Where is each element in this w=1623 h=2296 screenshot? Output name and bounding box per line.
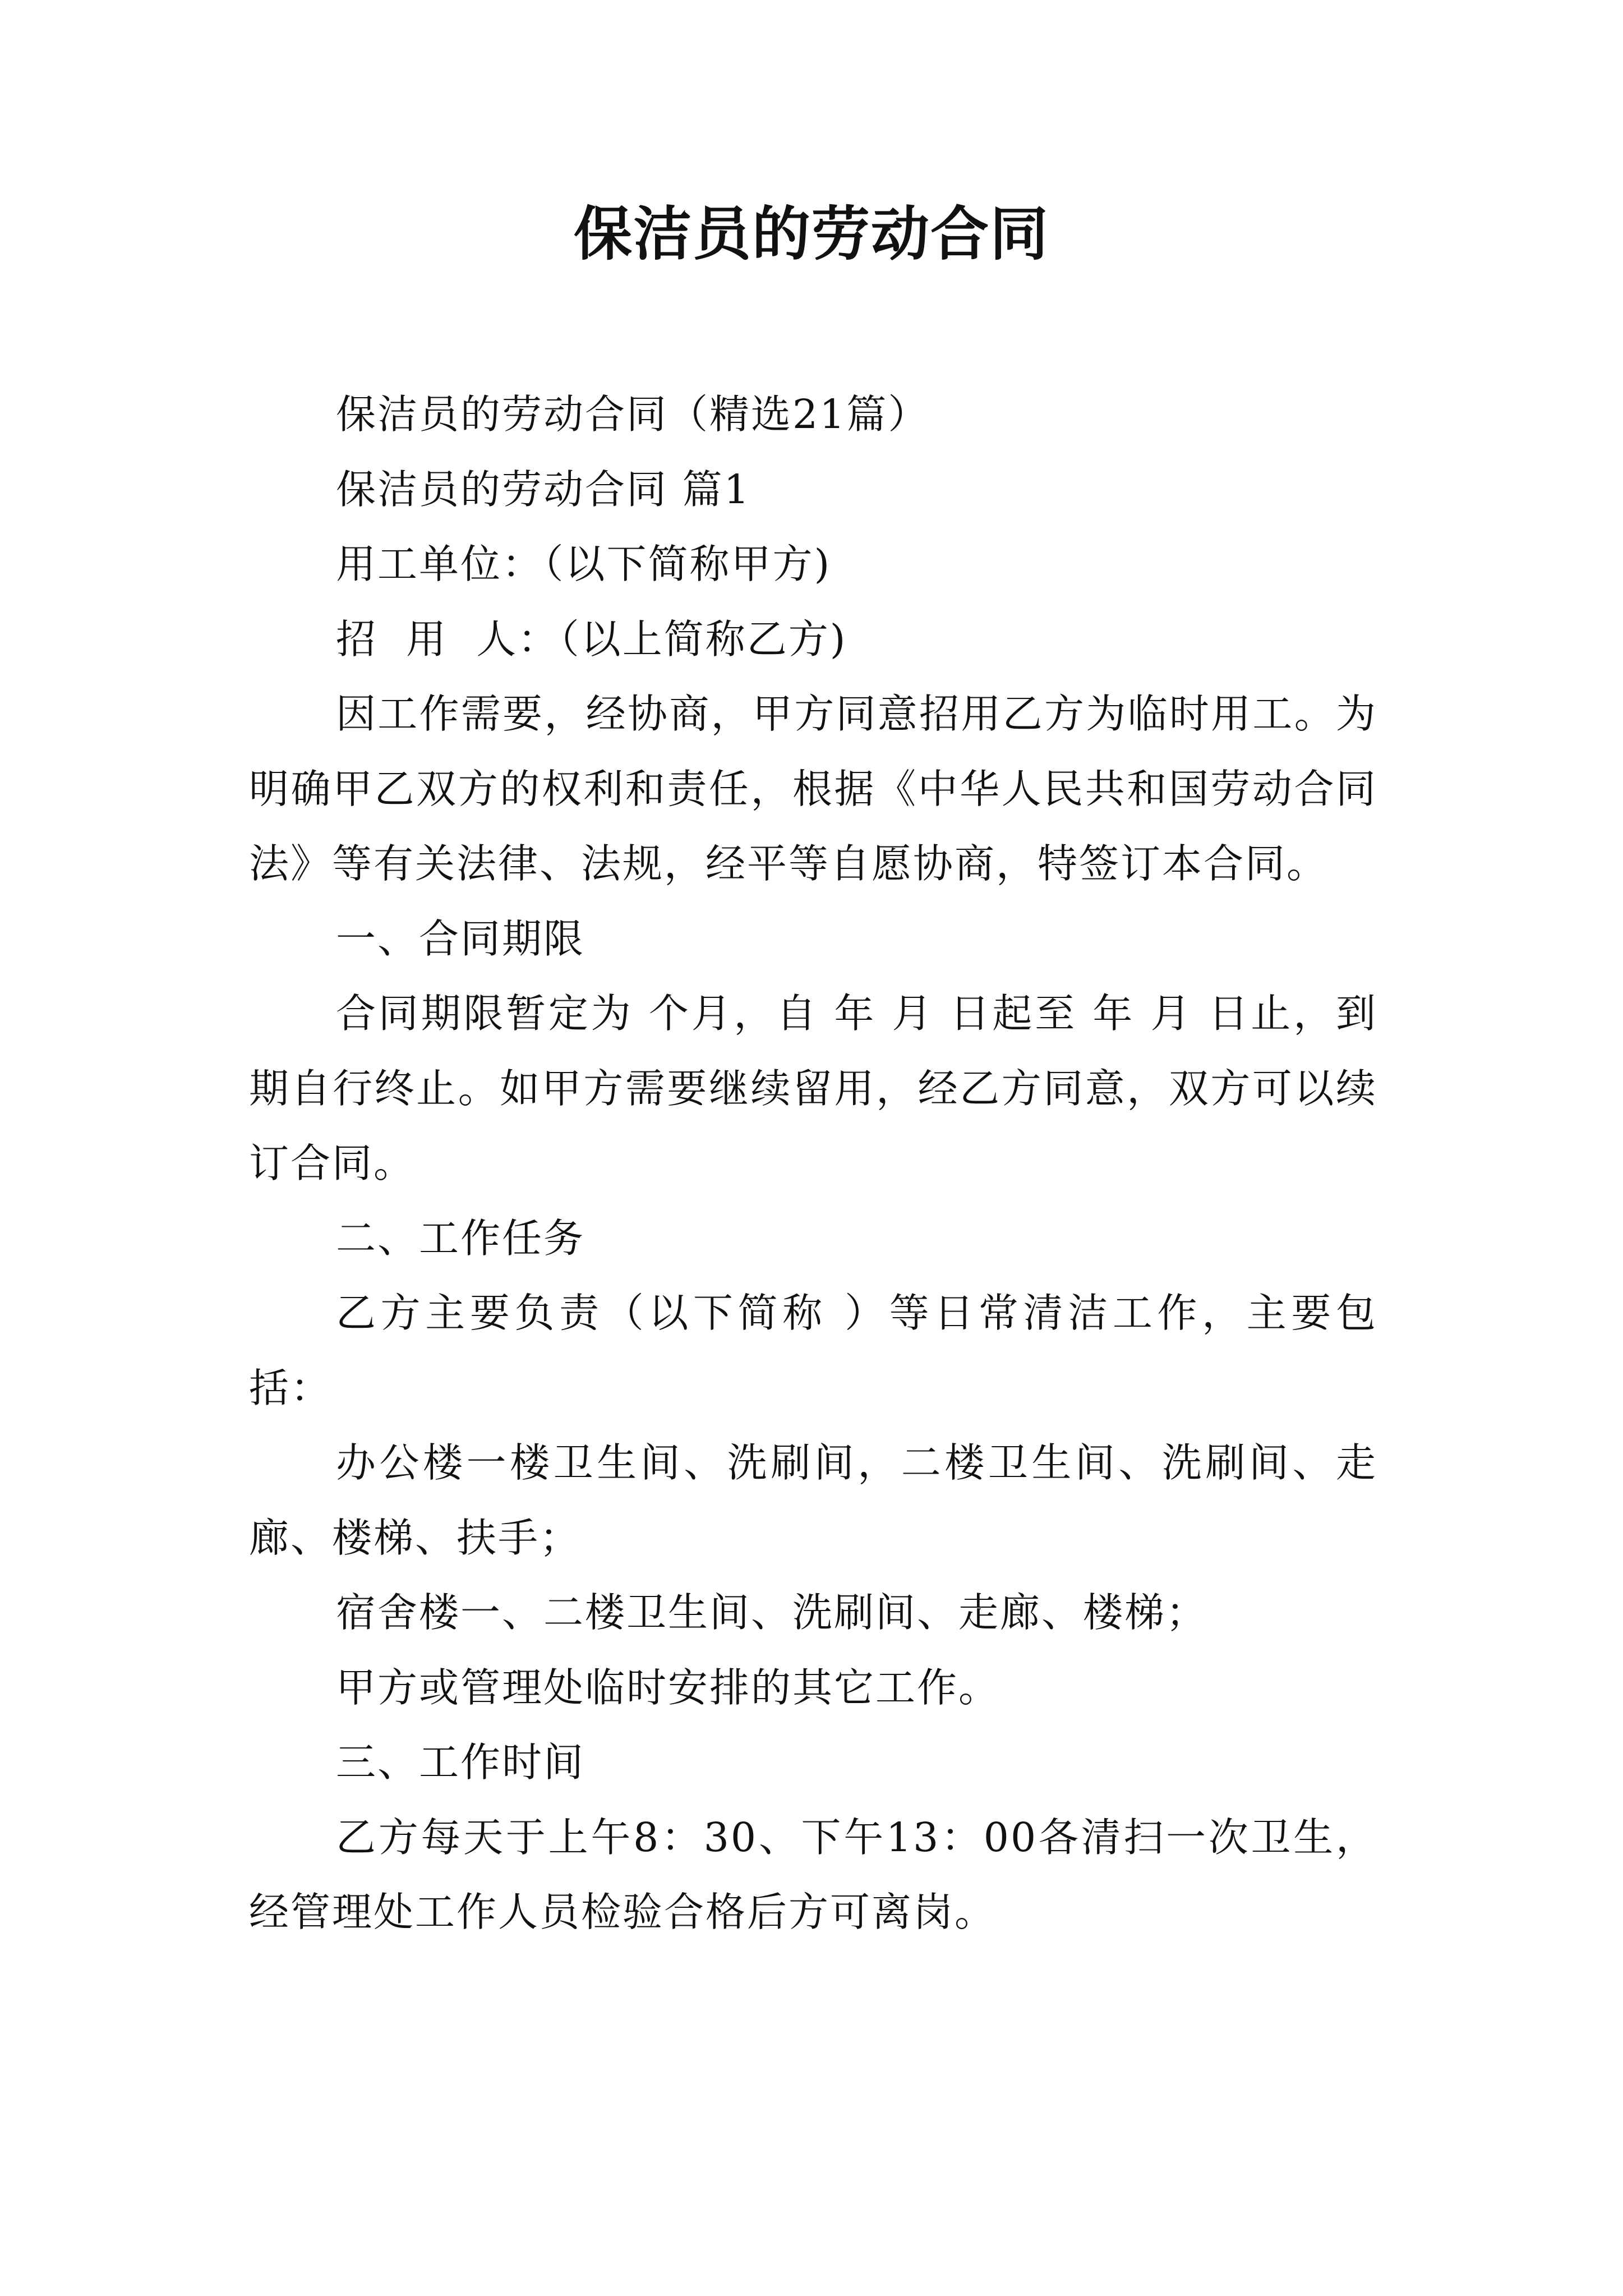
paragraph-dormitory: 宿舍楼一、二楼卫生间、洗刷间、走廊、楼梯； bbox=[336, 1589, 1208, 1636]
heading-contract-term: 一、合同期限 bbox=[336, 915, 585, 962]
paragraph-subtitle: 保洁员的劳动合同（精选21篇） bbox=[336, 391, 930, 438]
document-title: 保洁员的劳动合同 bbox=[573, 200, 1049, 268]
paragraph-contract-term: 合同期限暂定为 个月，自 年 月 日起至 年 月 日止，到期自行终止。如甲方需要继续留用，经乙方同意，双方可以续订合同。 bbox=[249, 990, 1377, 1186]
paragraph-preamble: 因工作需要，经协商，甲方同意招用乙方为临时用工。为明确甲乙双方的权利和责任，根据《中华人民共和国劳动合同法》等有关法律、法规，经平等自愿协商，特签订本合同。 bbox=[249, 691, 1377, 887]
heading-work-tasks: 二、工作任务 bbox=[336, 1214, 585, 1262]
paragraph-office-building: 办公楼一楼卫生间、洗刷间，二楼卫生间、洗刷间、走廊、楼梯、扶手； bbox=[249, 1439, 1377, 1561]
paragraph-working-hours: 乙方每天于上午8：30、下午13：00各清扫一次卫生，经管理处工作人员检验合格后方可离岗。 bbox=[249, 1814, 1377, 1935]
document-body bbox=[249, 377, 1377, 1950]
paragraph-other-work: 甲方或管理处临时安排的其它工作。 bbox=[336, 1664, 1000, 1711]
paragraph-section-heading: 保洁员的劳动合同 篇1 bbox=[336, 466, 751, 513]
paragraph-employee: 招 用 人：（以上简称乙方) bbox=[336, 615, 847, 662]
paragraph-employer: 用工单位：（以下简称甲方) bbox=[336, 541, 832, 587]
heading-working-hours: 三、工作时间 bbox=[336, 1739, 585, 1786]
paragraph-work-tasks: 乙方主要负责（以下简称 ）等日常清洁工作，主要包括： bbox=[249, 1290, 1377, 1411]
